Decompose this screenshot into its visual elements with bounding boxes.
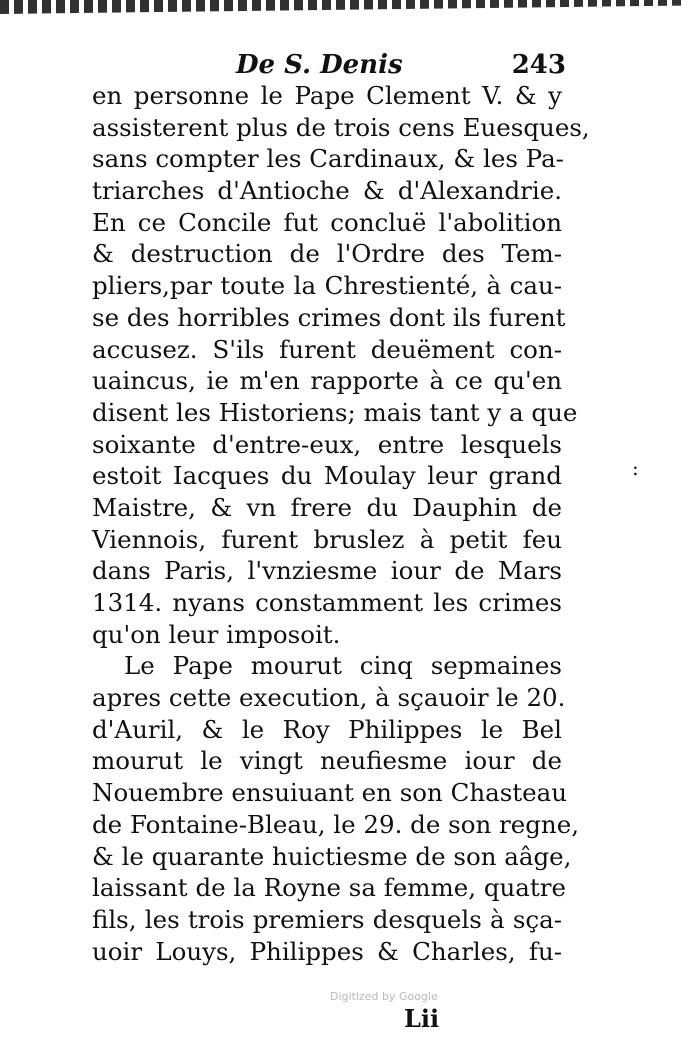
- text-line: fils, les trois premiers desquels à sça-: [92, 904, 562, 934]
- text-line: sans compter les Cardinaux, & les Pa-: [92, 144, 564, 174]
- running-head: De S. Denis: [236, 50, 403, 80]
- text-line: se des horribles crimes dont ils furent: [92, 302, 566, 332]
- text-line: en personne le Pape Clement V. & y: [92, 81, 562, 110]
- text-line: apres cette execution, à sçauoir le 20.: [92, 683, 566, 713]
- body-text: [92, 80, 590, 967]
- text-line: Nouembre ensuiuant en son Chasteau: [92, 778, 568, 808]
- digitization-watermark: Digitized by Google: [330, 990, 438, 1003]
- text-line: dans Paris, l'vnziesme iour de Mars: [92, 556, 562, 586]
- text-line: disent les Historiens; mais tant y a que: [92, 397, 578, 427]
- text-line: estoit Iacques du Moulay leur grand: [92, 461, 562, 491]
- text-line: triarches d'Antioche & d'Alexandrie.: [92, 176, 562, 206]
- page-number: 243: [511, 50, 566, 80]
- margin-mark: :: [632, 456, 639, 480]
- text-line: accusez. S'ils furent deuëment con-: [92, 334, 562, 364]
- text-line: de Fontaine-Bleau, le 29. de son regne,: [92, 809, 579, 839]
- text-line: uoir Louys, Philippes & Charles, fu-: [92, 936, 562, 966]
- text-line: qu'on leur imposoit.: [92, 619, 341, 649]
- text-line: 1314. nyans constamment les crimes: [92, 588, 562, 617]
- text-line: Maistre, & vn frere du Dauphin de: [92, 492, 562, 522]
- page-top-edge: [0, 0, 682, 14]
- signature-mark: Lii: [404, 1004, 440, 1033]
- text-line: En ce Concile fut concluë l'abolition: [92, 207, 562, 237]
- text-line: Le Pape mourut cinq sepmaines: [124, 651, 562, 681]
- text-line: pliers,par toute la Chrestienté, à cau-: [92, 271, 562, 301]
- text-line: laissant de la Royne sa femme, quatre: [92, 873, 566, 903]
- text-line: uaincus, ie m'en rapporte à ce qu'en: [92, 366, 562, 396]
- text-line: Viennois, furent bruslez à petit feu: [92, 524, 562, 554]
- text-line: & le quarante huictiesme de son aâge,: [92, 841, 572, 871]
- text-line: d'Auril, & le Roy Philippes le Bel: [92, 714, 562, 744]
- text-line: assisterent plus de trois cens Euesques,: [92, 112, 590, 142]
- text-line: & destruction de l'Ordre des Tem-: [92, 239, 562, 269]
- text-line: mourut le vingt neufiesme iour de: [92, 746, 562, 776]
- text-line: soixante d'entre-eux, entre lesquels: [92, 429, 562, 459]
